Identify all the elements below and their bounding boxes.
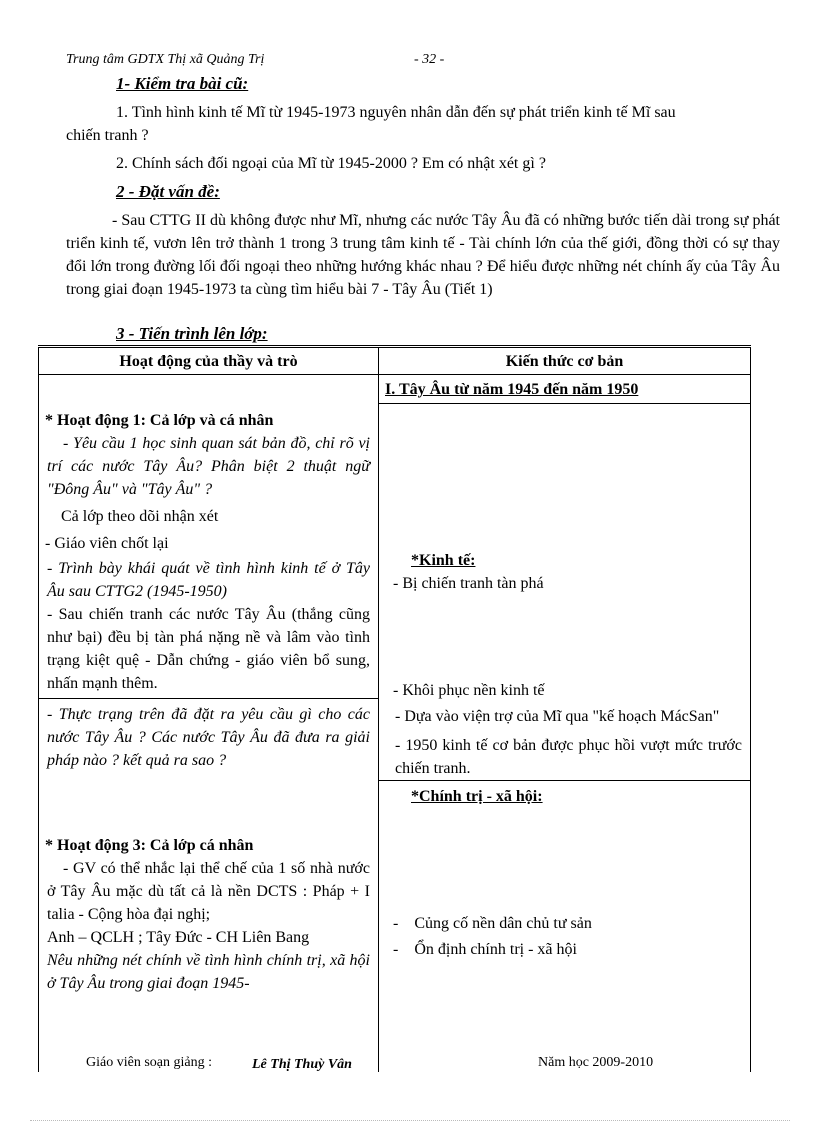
- activity-3-title: * Hoạt động 3: Cả lớp cá nhân: [45, 837, 254, 854]
- s1-question-2: 2. Chính sách đối ngoại của Mĩ từ 1945-2000 ? Em có nhật xét gì ?: [116, 155, 546, 172]
- economy-title: *Kinh tế:: [411, 552, 476, 569]
- activity-1-title: * Hoạt động 1: Cả lớp và cá nhân: [45, 412, 274, 429]
- lesson-table: [38, 345, 751, 1072]
- economy-item-2: - Khôi phục nền kinh tế: [393, 682, 545, 699]
- s1-question-1-line1: 1. Tình hình kinh tế Mĩ từ 1945-1973 nguyên nhân dẫn đến sự phát triển kinh tế Mĩ sau: [116, 104, 676, 121]
- activity-1-follow: Cả lớp theo dõi nhận xét: [61, 508, 219, 525]
- activity-1-question-3: - Thực trạng trên đã đặt ra yêu cầu gì cho các nước Tây Âu ? Các nước Tây Âu đã đưa ra giải pháp nào ? kết quả ra sao ?: [47, 706, 370, 769]
- col-header-knowledge: Kiến thức cơ bản: [379, 347, 751, 375]
- politics-title: *Chính trị - xã hội:: [411, 788, 543, 805]
- footer-school-year: Năm học 2009-2010: [538, 1055, 654, 1070]
- section-2-title: 2 - Đặt vấn đề:: [116, 182, 220, 201]
- politics-item-1: - Củng cố nền dân chủ tư sản: [393, 915, 592, 932]
- left-column: [39, 375, 379, 1073]
- right-column: [379, 375, 751, 1073]
- politics-item-2: - Ổn định chính trị - xã hội: [393, 941, 577, 958]
- col-header-activities: Hoạt động của thầy và trò: [39, 347, 379, 375]
- economy-item-1: - Bị chiến tranh tàn phá: [393, 575, 544, 592]
- s1-question-1-line2: chiến tranh ?: [66, 127, 149, 144]
- economy-item-3: - Dựa vào viện trợ của Mĩ qua "kế hoạch MácSan": [395, 708, 720, 725]
- right-section-title: I. Tây Âu từ năm 1945 đến năm 1950: [385, 381, 639, 398]
- politics-item-2-text: Ổn định chính trị - xã hội: [414, 941, 577, 958]
- activity-3-question: Nêu những nét chính về tình hình chính trị, xã hội ở Tây Âu trong giai đoạn 1945-: [47, 952, 370, 992]
- activity-3-text: - GV có thể nhắc lại thể chế của 1 số nhà nước ở Tây Âu mặc dù tất cả là nền DCTS : Pháp + I talia - Cộng hòa đại nghị;: [47, 860, 370, 923]
- activity-1-question-2: - Trình bày khái quát về tình hình kinh tế ở Tây Âu sau CTTG2 (1945-1950): [47, 560, 370, 600]
- section-2-text: - Sau CTTG II dù không được như Mĩ, nhưng các nước Tây Âu đã có những bước tiến dài trong sự phát triển kinh tế, vươn lên trở thành 1 trong 3 trung tâm kinh tế - Tài chính lớn của thế giới, đồng thời có sự thay đổi lớn trong đường lối đối ngoại theo những hướng khác nhau ? Để hiểu được những nét chính ấy của Tây Âu trong giai đoạn 1945-1973 ta cùng tìm hiểu bài 7 - Tây Âu (Tiết 1): [66, 212, 780, 298]
- page-bottom-divider: [30, 1120, 790, 1121]
- activity-3-text-2: Anh – QCLH ; Tây Đức - CH Liên Bang: [47, 929, 310, 946]
- section-3-title: 3 - Tiến trình lên lớp:: [116, 324, 268, 343]
- activity-1-question: - Yêu cầu 1 học sinh quan sát bản đồ, chỉ rõ vị trí các nước Tây Âu? Phân biệt 2 thuật ngữ "Đông Âu" và "Tây Âu" ?: [47, 435, 370, 498]
- header-center-name: Trung tâm GDTX Thị xã Quảng Trị: [66, 52, 265, 67]
- page-number: - 32 -: [414, 52, 445, 67]
- section-1-title: 1- Kiểm tra bài cũ:: [116, 74, 249, 93]
- activity-1-answer: - Sau chiến tranh các nước Tây Âu (thắng cũng như bại) đều bị tàn phá nặng nề và lâm vào tình trạng kiệt quệ - Dẫn chứng - giáo viên bổ sung, nhấn mạnh thêm.: [47, 606, 370, 692]
- politics-item-1-text: Củng cố nền dân chủ tư sản: [414, 915, 592, 932]
- economy-item-4: - 1950 kinh tế cơ bản được phục hồi vượt mức trước chiến tranh.: [395, 737, 742, 777]
- footer-teacher-label: Giáo viên soạn giảng :: [86, 1055, 212, 1070]
- activity-1-teacher: - Giáo viên chốt lại: [45, 535, 169, 552]
- footer-teacher-signature: Lê Thị Thuỳ Vân: [252, 1057, 352, 1072]
